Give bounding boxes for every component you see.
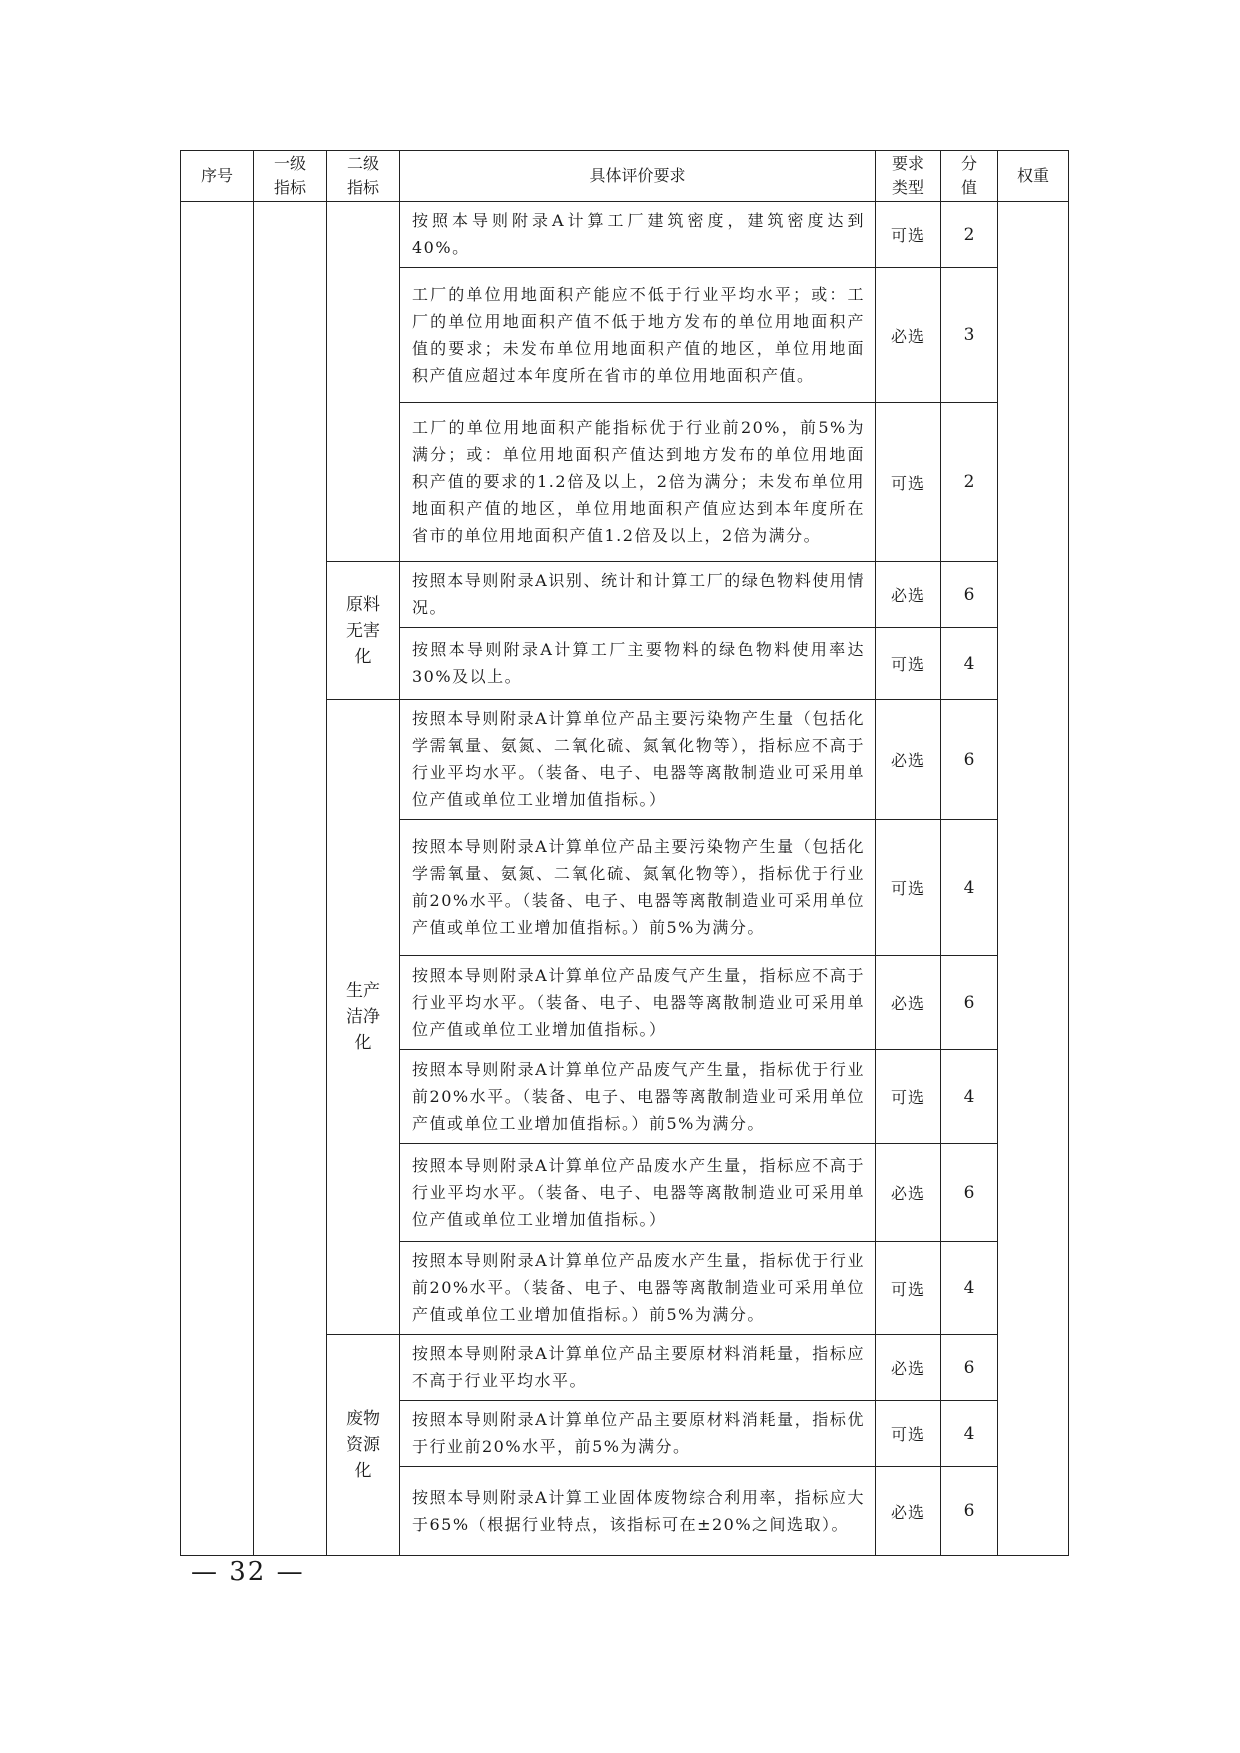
score-value: 6 (941, 1144, 998, 1242)
score-value: 3 (941, 268, 998, 403)
requirement-text: 按照本导则附录A计算单位产品废气产生量，指标应不高于行业平均水平。（装备、电子、电器等离散制造业可采用单位产值或单位工业增加值指标。） (400, 956, 876, 1050)
requirement-text: 按照本导则附录A计算单位产品主要原材料消耗量，指标优于行业前20%水平，前5%为满分。 (400, 1401, 876, 1467)
score-value: 4 (941, 1050, 998, 1144)
score-value: 6 (941, 1467, 998, 1556)
weight-cell (998, 202, 1069, 1556)
requirement-text: 按照本导则附录A计算单位产品废水产生量，指标应不高于行业平均水平。（装备、电子、电器等离散制造业可采用单位产值或单位工业增加值指标。） (400, 1144, 876, 1242)
score-value: 6 (941, 956, 998, 1050)
score-value: 6 (941, 562, 998, 628)
score-value: 6 (941, 1335, 998, 1401)
requirement-text: 按照本导则附录A计算工业固体废物综合利用率，指标应大于65%（根据行业特点，该指标可在±20%之间选取）。 (400, 1467, 876, 1556)
requirement-text: 按照本导则附录A计算单位产品废水产生量，指标优于行业前20%水平。（装备、电子、电器等离散制造业可采用单位产值或单位工业增加值指标。）前5%为满分。 (400, 1242, 876, 1335)
score-value: 2 (941, 403, 998, 562)
header-level1: 一级指标 (254, 151, 327, 202)
requirement-type: 必选 (876, 562, 941, 628)
score-value: 4 (941, 1401, 998, 1467)
header-row (181, 151, 1069, 202)
requirement-text: 工厂的单位用地面积产能指标优于行业前20%，前5%为满分；或：单位用地面积产值达到地方发布的单位用地面积产值的要求的1.2倍及以上，2倍为满分；未发布单位用地面积产值的地区，单位用地面积产值应达到本年度所在省市的单位用地面积产值1.2倍及以上，2倍为满分。 (400, 403, 876, 562)
requirement-text: 按照本导则附录A计算单位产品主要污染物产生量（包括化学需氧量、氨氮、二氧化硫、氮氧化物等），指标优于行业前20%水平。（装备、电子、电器等离散制造业可采用单位产值或单位工业增加值指标。）前5%为满分。 (400, 820, 876, 956)
requirement-type: 必选 (876, 1144, 941, 1242)
header-weight: 权重 (998, 151, 1069, 202)
requirement-text: 按照本导则附录A计算工厂主要物料的绿色物料使用率达30%及以上。 (400, 628, 876, 700)
requirement-text: 工厂的单位用地面积产能应不低于行业平均水平；或：工厂的单位用地面积产值不低于地方发布的单位用地面积产值的要求；未发布单位用地面积产值的地区，单位用地面积产值应超过本年度所在省市的单位用地面积产值。 (400, 268, 876, 403)
header-seq: 序号 (181, 151, 254, 202)
requirement-type: 可选 (876, 628, 941, 700)
requirement-text: 按照本导则附录A计算工厂建筑密度，建筑密度达到40%。 (400, 202, 876, 268)
level2-cell-continued (327, 202, 400, 562)
header-req-type: 要求类型 (876, 151, 941, 202)
requirement-type: 可选 (876, 202, 941, 268)
score-value: 6 (941, 700, 998, 820)
header-requirement: 具体评价要求 (400, 151, 876, 202)
page-number: — 32 — (191, 1557, 305, 1587)
requirement-type: 必选 (876, 268, 941, 403)
header-level2: 二级指标 (327, 151, 400, 202)
requirement-text: 按照本导则附录A识别、统计和计算工厂的绿色物料使用情况。 (400, 562, 876, 628)
score-value: 4 (941, 628, 998, 700)
requirement-text: 按照本导则附录A计算单位产品废气产生量，指标优于行业前20%水平。（装备、电子、电器等离散制造业可采用单位产值或单位工业增加值指标。）前5%为满分。 (400, 1050, 876, 1144)
requirement-text: 按照本导则附录A计算单位产品主要污染物产生量（包括化学需氧量、氨氮、二氧化硫、氮氧化物等），指标应不高于行业平均水平。（装备、电子、电器等离散制造业可采用单位产值或单位工业增加值指标。） (400, 700, 876, 820)
requirement-type: 必选 (876, 956, 941, 1050)
requirement-text: 按照本导则附录A计算单位产品主要原材料消耗量，指标应不高于行业平均水平。 (400, 1335, 876, 1401)
level2-raw-material: 原料无害化 (327, 562, 400, 700)
evaluation-table (180, 150, 1069, 1556)
score-value: 2 (941, 202, 998, 268)
requirement-type: 可选 (876, 1401, 941, 1467)
header-score: 分值 (941, 151, 998, 202)
table-row (181, 202, 1069, 268)
level1-cell (254, 202, 327, 1556)
level2-clean-production: 生产洁净化 (327, 700, 400, 1335)
requirement-type: 可选 (876, 820, 941, 956)
requirement-type: 可选 (876, 1050, 941, 1144)
requirement-type: 必选 (876, 1335, 941, 1401)
score-value: 4 (941, 820, 998, 956)
level2-waste-resource: 废物资源化 (327, 1335, 400, 1556)
requirement-type: 必选 (876, 700, 941, 820)
seq-cell (181, 202, 254, 1556)
requirement-type: 可选 (876, 1242, 941, 1335)
requirement-type: 可选 (876, 403, 941, 562)
requirement-type: 必选 (876, 1467, 941, 1556)
score-value: 4 (941, 1242, 998, 1335)
